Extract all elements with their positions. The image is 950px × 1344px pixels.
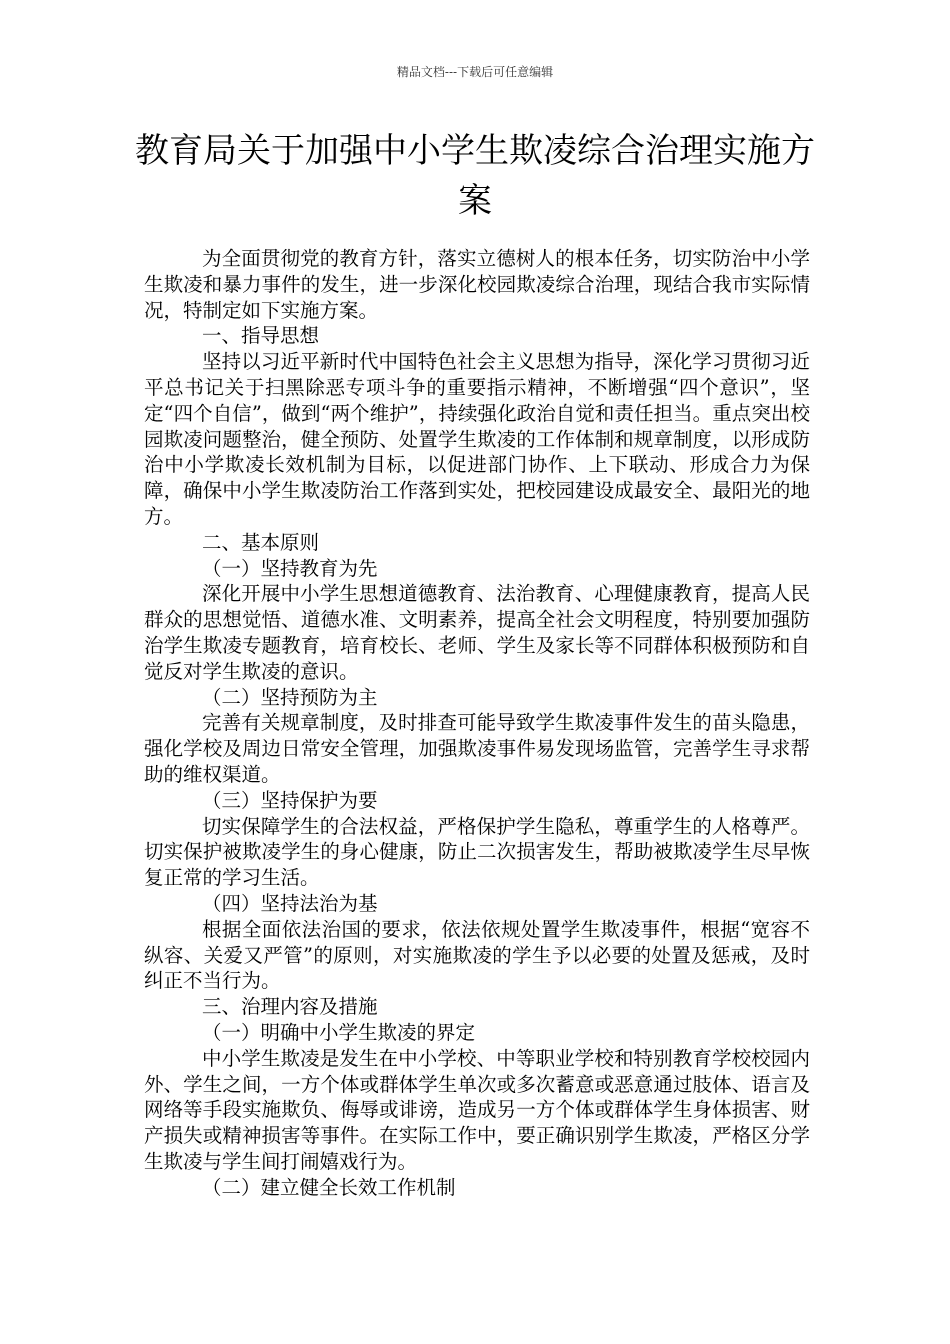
subheading-prevention-first: （二）坚持预防为主 — [202, 685, 378, 709]
document-body — [144, 246, 810, 1200]
section-heading-guiding-ideology: 一、指导思想 — [202, 324, 320, 348]
subheading-rule-of-law: （四）坚持法治为基 — [202, 891, 378, 915]
subheading-protection: （三）坚持保护为要 — [202, 788, 378, 812]
paragraph-definition: 中小学生欺凌是发生在中小学校、中等职业学校和特别教育学校校园内外、学生之间，一方个体或群体学生单次或多次蓄意或恶意通过肢体、语言及网络等手段实施欺负、侮辱或诽谤，造成另一方个体或群体学生身体损害、财产损失或精神损害等事件。在实际工作中，要正确识别学生欺凌，严格区分学生欺凌与学生间打闹嬉戏行为。 — [144, 1046, 810, 1173]
paragraph-protection: 切实保障学生的合法权益，严格保护学生隐私，尊重学生的人格尊严。切实保护被欺凌学生的身心健康，防止二次损害发生，帮助被欺凌学生尽早恢复正常的学习生活。 — [144, 814, 810, 890]
intro-paragraph: 为全面贯彻党的教育方针，落实立德树人的根本任务，切实防治中小学生欺凌和暴力事件的发生，进一步深化校园欺凌综合治理，现结合我市实际情况，特制定如下实施方案。 — [144, 247, 810, 322]
document-title: 教育局关于加强中小学生欺凌综合治理实施方案 — [135, 131, 815, 221]
paragraph-prevention-first: 完善有关规章制度，及时排查可能导致学生欺凌事件发生的苗头隐患，强化学校及周边日常安全管理，加强欺凌事件易发现场监管，完善学生寻求帮助的维权渠道。 — [144, 711, 810, 786]
paragraph-guiding-ideology: 坚持以习近平新时代中国特色社会主义思想为指导，深化学习贯彻习近平总书记关于扫黑除恶专项斗争的重要指示精神，不断增强“四个意识”，坚定“四个自信”，做到“两个维护”，持续强化政治自觉和责任担当。重点突出校园欺凌问题整治，健全预防、处置学生欺凌的工作体制和规章制度，以形成防治中小学欺凌长效机制为目标，以促进部门协作、上下联动、形成合力为保障，确保中小学生欺凌防治工作落到实处，把校园建设成最安全、最阳光的地方。 — [144, 350, 810, 528]
subheading-education-first: （一）坚持教育为先 — [202, 556, 378, 580]
section-heading-basic-principles: 二、基本原则 — [202, 530, 320, 554]
page-header-note: 精品文档---下载后可任意编辑 — [396, 65, 554, 79]
subheading-mechanism: （二）建立健全长效工作机制 — [202, 1175, 456, 1199]
subheading-definition: （一）明确中小学生欺凌的界定 — [202, 1020, 476, 1044]
section-heading-measures: 三、治理内容及措施 — [202, 995, 378, 1019]
paragraph-education-first: 深化开展中小学生思想道德教育、法治教育、心理健康教育，提高人民群众的思想觉悟、道德水准、文明素养，提高全社会文明程度，特别要加强防治学生欺凌专题教育，培育校长、老师、学生及家长等不同群体积极预防和自觉反对学生欺凌的意识。 — [144, 582, 810, 683]
paragraph-rule-of-law: 根据全面依法治国的要求，依法依规处置学生欺凌事件，根据“宽容不纵容、关爱又严管”的原则，对实施欺凌的学生予以必要的处置及惩戒，及时纠正不当行为。 — [144, 917, 810, 993]
